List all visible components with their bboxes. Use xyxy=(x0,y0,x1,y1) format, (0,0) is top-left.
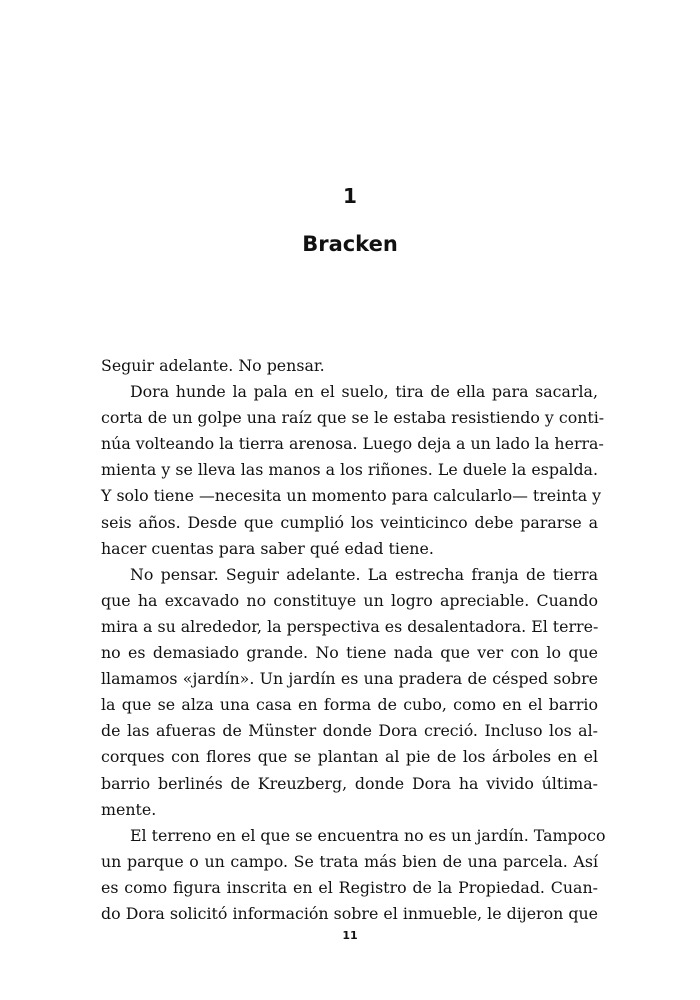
text-line: El terreno en el que se encuentra no es un jardín. Tampoco xyxy=(130,825,606,845)
text-line: es como figura inscrita en el Registro de la Propiedad. Cuan- xyxy=(101,877,598,897)
text-line: Y solo tiene —necesita un momento para calcularlo— treinta y xyxy=(101,486,602,506)
chapter-number: 1 xyxy=(343,184,357,208)
text-line: corques con flores que se plantan al pie de los árboles en el xyxy=(101,747,598,767)
text-line: Seguir adelante. No pensar. xyxy=(101,356,325,375)
text-line: llamamos «jardín». Un jardín es una pradera de césped sobre xyxy=(101,669,598,689)
text-line: mente. xyxy=(101,799,157,819)
text-line: Dora hunde la pala en el suelo, tira de ella para sacarla, xyxy=(130,382,598,402)
body-text xyxy=(101,353,606,927)
text-line: un parque o un campo. Se trata más bien de una parcela. Así xyxy=(101,851,598,871)
text-line: seis años. Desde que cumplió los veinticinco debe pararse a xyxy=(101,512,598,532)
text-line: que ha excavado no constituye un logro apreciable. Cuando xyxy=(101,590,598,610)
chapter-title: Bracken xyxy=(302,232,398,256)
text-line: de las afueras de Münster donde Dora creció. Incluso los al- xyxy=(101,721,598,741)
text-line: corta de un golpe una raíz que se le estaba resistiendo y conti- xyxy=(101,408,605,428)
text-line: hacer cuentas para saber qué edad tiene. xyxy=(101,538,434,558)
text-line: no es demasiado grande. No tiene nada que ver con lo que xyxy=(101,643,598,663)
text-line: barrio berlinés de Kreuzberg, donde Dora ha vivido última- xyxy=(101,773,598,793)
text-line: No pensar. Seguir adelante. La estrecha franja de tierra xyxy=(130,564,598,584)
text-line: mienta y se lleva las manos a los riñones. Le duele la espalda. xyxy=(101,460,598,480)
text-line: do Dora solicitó información sobre el inmueble, le dijeron que xyxy=(101,903,598,923)
text-line: mira a su alrededor, la perspectiva es desalentadora. El terre- xyxy=(101,616,599,636)
text-line: la que se alza una casa en forma de cubo, como en el barrio xyxy=(101,695,598,715)
page-number: 11 xyxy=(342,929,358,942)
text-line: núa volteando la tierra arenosa. Luego deja a un lado la herra- xyxy=(101,434,604,454)
